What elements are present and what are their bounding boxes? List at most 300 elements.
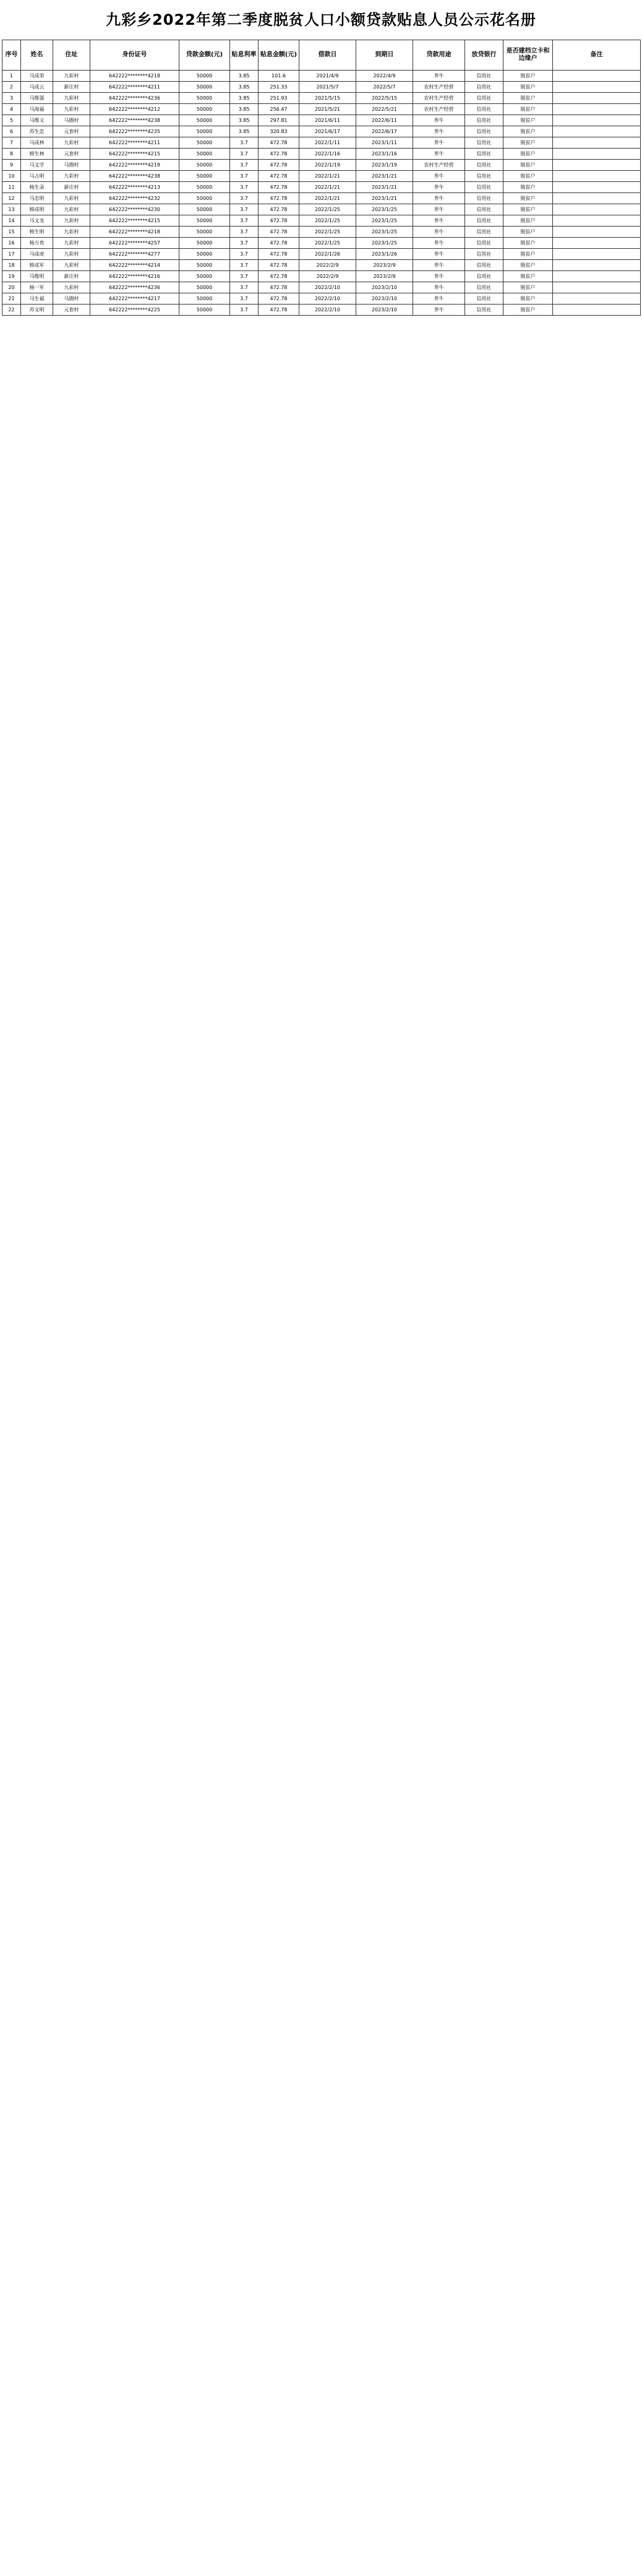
table-cell: 农村生产经营 [413, 93, 465, 104]
table-cell: 472.78 [259, 204, 299, 215]
table-cell: 九彩村 [53, 104, 90, 115]
table-cell: 7 [2, 137, 21, 149]
table-row [2, 93, 641, 104]
table-cell: 马成云 [21, 82, 53, 93]
table-cell: 九彩村 [53, 171, 90, 182]
table-cell: 22 [2, 305, 21, 316]
table-cell: 信用社 [465, 160, 503, 171]
table-cell: 九彩村 [53, 204, 90, 215]
table-cell: 2023/1/16 [356, 149, 413, 160]
table-cell: 2023/1/19 [356, 160, 413, 171]
table-cell: 13 [2, 204, 21, 215]
table-cell: 韩成明 [21, 204, 53, 215]
table-row [2, 249, 641, 260]
table-cell: 50000 [179, 215, 230, 227]
table-cell: 297.81 [259, 115, 299, 126]
table-cell: 九彩村 [53, 227, 90, 238]
table-header-row [2, 40, 641, 71]
table-cell [553, 238, 641, 249]
table-cell: 3.7 [230, 305, 259, 316]
table-cell: 3.7 [230, 271, 259, 282]
table-cell: 3.85 [230, 115, 259, 126]
table-cell: 642222********4214 [90, 260, 179, 271]
table-cell: 1 [2, 71, 21, 82]
table-cell: 马海福 [21, 104, 53, 115]
table-cell: 2022/5/7 [356, 82, 413, 93]
table-cell: 2023/1/26 [356, 249, 413, 260]
table-row [2, 305, 641, 316]
table-cell: 马忠明 [21, 193, 53, 204]
table-cell: 642222********4213 [90, 182, 179, 193]
table-cell: 642222********4211 [90, 82, 179, 93]
table-cell: 50000 [179, 293, 230, 305]
table-cell: 472.78 [259, 238, 299, 249]
table-cell: 养牛 [413, 182, 465, 193]
table-cell: 3.7 [230, 204, 259, 215]
table-cell: 养牛 [413, 137, 465, 149]
table-cell: 472.78 [259, 282, 299, 293]
table-cell: 472.78 [259, 160, 299, 171]
table-cell: 2022/1/21 [299, 171, 356, 182]
table-cell: 2022/1/25 [299, 227, 356, 238]
table-cell: 九彩村 [53, 137, 90, 149]
table-row [2, 137, 641, 149]
table-row [2, 227, 641, 238]
table-cell: 50000 [179, 204, 230, 215]
table-cell: 642222********4238 [90, 115, 179, 126]
table-cell: 脱贫户 [503, 171, 553, 182]
table-cell: 养牛 [413, 71, 465, 82]
table-cell: 2022/6/11 [356, 115, 413, 126]
table-body [2, 71, 641, 316]
table-row [2, 104, 641, 115]
table-cell: 642222********4217 [90, 293, 179, 305]
table-cell: 养牛 [413, 204, 465, 215]
table-cell: 马圈村 [53, 293, 90, 305]
table-cell [553, 115, 641, 126]
table-cell: 642222********4216 [90, 271, 179, 282]
table-cell: 2021/5/15 [299, 93, 356, 104]
table-cell: 3.85 [230, 104, 259, 115]
table-cell: 2023/1/25 [356, 238, 413, 249]
table-cell: 2023/1/11 [356, 137, 413, 149]
table-cell: 养牛 [413, 249, 465, 260]
header-cell: 贴息金额(元) [259, 40, 299, 71]
table-cell: 18 [2, 260, 21, 271]
table-cell: 信用社 [465, 238, 503, 249]
table-cell: 2022/1/25 [299, 238, 356, 249]
table-cell: 19 [2, 271, 21, 282]
table-cell: 642222********4215 [90, 215, 179, 227]
table-cell: 2021/4/9 [299, 71, 356, 82]
table-row [2, 115, 641, 126]
table-cell: 2023/1/21 [356, 182, 413, 193]
table-cell: 信用社 [465, 305, 503, 316]
table-cell: 2023/2/10 [356, 293, 413, 305]
table-cell: 472.78 [259, 305, 299, 316]
table-cell: 脱贫户 [503, 104, 553, 115]
table-cell: 50000 [179, 260, 230, 271]
table-cell: 50000 [179, 182, 230, 193]
table-cell: 642222********4218 [90, 227, 179, 238]
table-cell: 苏生忠 [21, 126, 53, 137]
table-cell: 2022/2/9 [299, 271, 356, 282]
subsidy-roster-table [2, 40, 641, 316]
table-cell: 251.33 [259, 82, 299, 93]
header-cell: 住址 [53, 40, 90, 71]
table-cell: 信用社 [465, 249, 503, 260]
table-cell: 472.78 [259, 271, 299, 282]
header-cell: 贷款金额(元) [179, 40, 230, 71]
table-cell: 5 [2, 115, 21, 126]
table-row [2, 260, 641, 271]
table-cell: 马文龙 [21, 215, 53, 227]
table-cell: 杨万贵 [21, 238, 53, 249]
table-cell: 脱贫户 [503, 160, 553, 171]
table-cell: 472.78 [259, 227, 299, 238]
table-cell: 642222********4235 [90, 126, 179, 137]
table-cell: 新庄村 [53, 271, 90, 282]
table-row [2, 215, 641, 227]
table-cell: 50000 [179, 93, 230, 104]
header-cell: 备注 [553, 40, 641, 71]
table-row [2, 293, 641, 305]
table-cell: 信用社 [465, 182, 503, 193]
table-cell: 信用社 [465, 93, 503, 104]
table-cell: 6 [2, 126, 21, 137]
header-cell: 放贷银行 [465, 40, 503, 71]
table-cell: 2023/2/9 [356, 260, 413, 271]
table-cell: 马维明 [21, 271, 53, 282]
table-cell: 马维强 [21, 93, 53, 104]
table-cell: 信用社 [465, 115, 503, 126]
table-cell: 信用社 [465, 82, 503, 93]
table-cell: 2022/1/21 [299, 182, 356, 193]
table-cell: 3.7 [230, 171, 259, 182]
table-cell: 50000 [179, 193, 230, 204]
table-cell: 472.78 [259, 215, 299, 227]
table-cell: 2022/1/19 [299, 160, 356, 171]
table-cell: 50000 [179, 238, 230, 249]
table-cell: 472.78 [259, 249, 299, 260]
table-cell: 脱贫户 [503, 249, 553, 260]
table-cell [553, 249, 641, 260]
table-cell [553, 182, 641, 193]
table-cell: 2021/6/17 [299, 126, 356, 137]
table-cell: 脱贫户 [503, 204, 553, 215]
table-cell: 472.78 [259, 193, 299, 204]
header-cell: 到期日 [356, 40, 413, 71]
table-cell: 养牛 [413, 126, 465, 137]
table-cell [553, 227, 641, 238]
table-cell: 642222********4215 [90, 149, 179, 160]
table-cell: 2022/6/17 [356, 126, 413, 137]
table-cell: 养牛 [413, 271, 465, 282]
table-cell: 信用社 [465, 271, 503, 282]
table-cell: 3.85 [230, 93, 259, 104]
header-cell: 贴息利率 [230, 40, 259, 71]
table-cell [553, 104, 641, 115]
table-cell: 马生福 [21, 293, 53, 305]
table-cell: 信用社 [465, 260, 503, 271]
table-cell: 2 [2, 82, 21, 93]
table-cell [553, 126, 641, 137]
table-row [2, 126, 641, 137]
table-cell: 信用社 [465, 104, 503, 115]
table-cell: 九彩村 [53, 71, 90, 82]
table-cell: 九彩村 [53, 249, 90, 260]
table-cell: 2022/2/10 [299, 293, 356, 305]
table-cell: 2022/1/16 [299, 149, 356, 160]
table-cell: 472.78 [259, 182, 299, 193]
table-cell: 脱贫户 [503, 227, 553, 238]
table-cell: 642222********4238 [90, 171, 179, 182]
table-cell: 养牛 [413, 227, 465, 238]
table-cell: 农村生产经营 [413, 160, 465, 171]
header-cell: 姓名 [21, 40, 53, 71]
table-cell: 2022/1/26 [299, 249, 356, 260]
table-cell: 九彩村 [53, 238, 90, 249]
table-cell: 脱贫户 [503, 193, 553, 204]
table-cell: 3.7 [230, 137, 259, 149]
header-cell: 序号 [2, 40, 21, 71]
table-cell: 脱贫户 [503, 182, 553, 193]
table-cell: 新庄村 [53, 82, 90, 93]
table-cell [553, 82, 641, 93]
table-cell: 50000 [179, 227, 230, 238]
table-cell: 信用社 [465, 149, 503, 160]
table-cell: 养牛 [413, 238, 465, 249]
table-cell: 3.7 [230, 193, 259, 204]
table-cell: 脱贫户 [503, 71, 553, 82]
table-cell: 养牛 [413, 260, 465, 271]
table-cell: 50000 [179, 249, 230, 260]
table-cell: 信用社 [465, 126, 503, 137]
table-cell: 脱贫户 [503, 293, 553, 305]
table-cell [553, 271, 641, 282]
table-cell: 2022/2/10 [299, 282, 356, 293]
table-cell: 2023/1/25 [356, 227, 413, 238]
table-row [2, 282, 641, 293]
table-cell: 脱贫户 [503, 305, 553, 316]
table-row [2, 204, 641, 215]
table-cell: 脱贫户 [503, 149, 553, 160]
table-cell: 马成虎 [21, 249, 53, 260]
table-cell: 251.93 [259, 93, 299, 104]
table-cell: 脱贫户 [503, 82, 553, 93]
table-cell [553, 160, 641, 171]
table-cell [553, 215, 641, 227]
table-cell: 642222********4211 [90, 137, 179, 149]
table-cell [553, 282, 641, 293]
table-cell [553, 260, 641, 271]
table-cell: 642222********4236 [90, 282, 179, 293]
table-cell: 韩生林 [21, 149, 53, 160]
table-cell: 642222********4218 [90, 71, 179, 82]
table-cell: 17 [2, 249, 21, 260]
table-cell: 472.78 [259, 137, 299, 149]
table-cell: 15 [2, 227, 21, 238]
table-cell [553, 293, 641, 305]
table-row [2, 82, 641, 93]
table-cell: 3.7 [230, 215, 259, 227]
table-cell: 脱贫户 [503, 215, 553, 227]
table-cell [553, 204, 641, 215]
table-cell: 信用社 [465, 227, 503, 238]
table-cell: 642222********4219 [90, 160, 179, 171]
table-cell: 320.83 [259, 126, 299, 137]
table-cell: 50000 [179, 282, 230, 293]
table-cell: 马占明 [21, 171, 53, 182]
table-cell: 8 [2, 149, 21, 160]
table-cell: 2021/6/11 [299, 115, 356, 126]
table-cell: 2023/2/9 [356, 271, 413, 282]
table-cell: 472.78 [259, 149, 299, 160]
table-cell [553, 137, 641, 149]
table-row [2, 238, 641, 249]
table-cell: 50000 [179, 71, 230, 82]
table-cell [553, 93, 641, 104]
table-cell: 养牛 [413, 282, 465, 293]
table-cell: 16 [2, 238, 21, 249]
table-cell: 信用社 [465, 171, 503, 182]
table-cell: 21 [2, 293, 21, 305]
table-cell: 3.85 [230, 71, 259, 82]
table-cell: 信用社 [465, 293, 503, 305]
table-cell: 农村生产经营 [413, 104, 465, 115]
table-cell: 3.7 [230, 249, 259, 260]
header-cell: 借款日 [299, 40, 356, 71]
table-cell: 3.7 [230, 227, 259, 238]
table-cell: 九彩村 [53, 282, 90, 293]
table-row [2, 149, 641, 160]
table-cell: 2021/5/21 [299, 104, 356, 115]
table-cell: 642222********4225 [90, 305, 179, 316]
table-cell: 642222********4230 [90, 204, 179, 215]
table-cell: 元套村 [53, 305, 90, 316]
table-cell: 12 [2, 193, 21, 204]
table-cell: 3.7 [230, 238, 259, 249]
table-cell: 脱贫户 [503, 115, 553, 126]
table-cell [553, 193, 641, 204]
table-cell: 14 [2, 215, 21, 227]
table-cell: 642222********4257 [90, 238, 179, 249]
table-cell: 2022/1/11 [299, 137, 356, 149]
table-cell: 10 [2, 171, 21, 182]
table-row [2, 193, 641, 204]
table-cell: 2022/1/21 [299, 193, 356, 204]
table-cell: 101.6 [259, 71, 299, 82]
table-cell: 信用社 [465, 215, 503, 227]
table-cell: 2023/2/10 [356, 282, 413, 293]
table-cell: 50000 [179, 271, 230, 282]
table-cell [553, 149, 641, 160]
table-cell: 脱贫户 [503, 282, 553, 293]
table-cell: 养牛 [413, 171, 465, 182]
table-cell: 50000 [179, 126, 230, 137]
table-row [2, 182, 641, 193]
table-cell: 2021/5/7 [299, 82, 356, 93]
table-cell: 信用社 [465, 204, 503, 215]
table-cell: 50000 [179, 115, 230, 126]
table-cell: 韩成军 [21, 260, 53, 271]
table-cell: 2022/2/9 [299, 260, 356, 271]
table-cell: 2022/5/15 [356, 93, 413, 104]
table-cell: 50000 [179, 305, 230, 316]
table-cell: 信用社 [465, 282, 503, 293]
table-cell: 2022/4/9 [356, 71, 413, 82]
table-cell: 3 [2, 93, 21, 104]
table-cell: 养牛 [413, 305, 465, 316]
table-cell: 3.85 [230, 126, 259, 137]
table-cell: 642222********4277 [90, 249, 179, 260]
table-cell: 新庄村 [53, 182, 90, 193]
table-cell: 韩生明 [21, 227, 53, 238]
table-cell: 2022/2/10 [299, 305, 356, 316]
table-cell: 马圈村 [53, 160, 90, 171]
table-cell: 50000 [179, 171, 230, 182]
document-title: 九彩乡2022年第二季度脱贫人口小额贷款贴息人员公示花名册 [106, 11, 536, 28]
table-cell: 50000 [179, 160, 230, 171]
table-cell: 472.78 [259, 171, 299, 182]
table-cell: 3.7 [230, 182, 259, 193]
table-cell: 256.47 [259, 104, 299, 115]
table-cell: 马文学 [21, 160, 53, 171]
table-cell: 马圈村 [53, 115, 90, 126]
table-cell: 4 [2, 104, 21, 115]
table-cell: 20 [2, 282, 21, 293]
table-cell: 养牛 [413, 293, 465, 305]
table-cell: 50000 [179, 149, 230, 160]
table-cell: 2023/1/25 [356, 204, 413, 215]
table-cell [553, 305, 641, 316]
table-cell: 信用社 [465, 137, 503, 149]
table-cell [553, 71, 641, 82]
table-cell: 脱贫户 [503, 271, 553, 282]
table-cell: 脱贫户 [503, 260, 553, 271]
table-cell: 杨一军 [21, 282, 53, 293]
table-cell: 养牛 [413, 215, 465, 227]
table-cell: 元套村 [53, 126, 90, 137]
table-cell: 2023/2/10 [356, 305, 413, 316]
table-cell: 3.7 [230, 160, 259, 171]
table-cell: 养牛 [413, 115, 465, 126]
table-cell: 脱贫户 [503, 238, 553, 249]
table-cell: 脱贫户 [503, 93, 553, 104]
table-row [2, 271, 641, 282]
table-cell: 杨生录 [21, 182, 53, 193]
table-cell: 脱贫户 [503, 137, 553, 149]
table-cell: 642222********4232 [90, 193, 179, 204]
table-cell: 472.78 [259, 260, 299, 271]
table-cell: 农村生产经营 [413, 82, 465, 93]
table-cell: 马成荣 [21, 71, 53, 82]
table-cell: 9 [2, 160, 21, 171]
table-cell: 2023/1/21 [356, 193, 413, 204]
table-cell: 50000 [179, 137, 230, 149]
table-cell: 九彩村 [53, 215, 90, 227]
table-row [2, 160, 641, 171]
table-cell: 养牛 [413, 149, 465, 160]
table-cell: 脱贫户 [503, 126, 553, 137]
table-cell: 642222********4236 [90, 93, 179, 104]
table-cell: 3.85 [230, 82, 259, 93]
table-cell: 九彩村 [53, 93, 90, 104]
table-cell: 信用社 [465, 193, 503, 204]
table-cell: 信用社 [465, 71, 503, 82]
table-cell: 2022/1/25 [299, 204, 356, 215]
table-cell: 九彩村 [53, 260, 90, 271]
